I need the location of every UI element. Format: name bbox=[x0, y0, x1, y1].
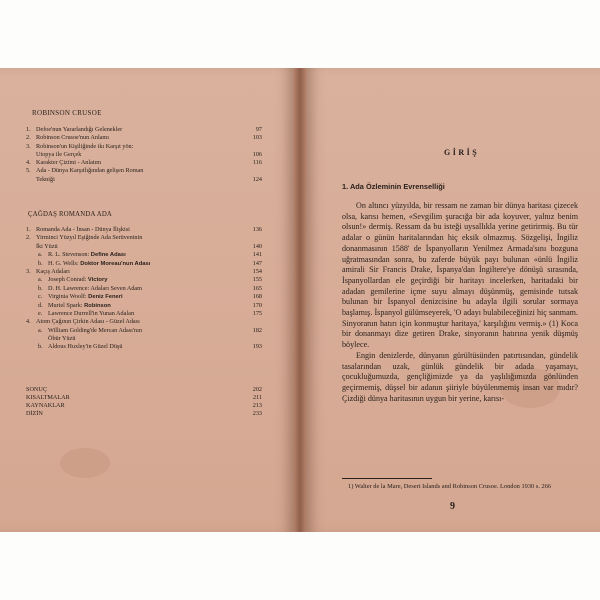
toc-entry-page: 106 bbox=[252, 150, 262, 158]
toc-entry-text: Muriel Spark: bbox=[48, 301, 85, 309]
toc-entry-text: KISALTMALAR bbox=[26, 394, 70, 402]
toc-entry-title bbox=[36, 151, 81, 159]
toc-entry-title bbox=[36, 318, 140, 326]
toc-entry-number: 1. bbox=[26, 126, 31, 133]
toc-entry-title bbox=[36, 268, 70, 276]
toc-entry-page: 154 bbox=[252, 267, 262, 275]
toc-entry-text: Tekniği bbox=[36, 175, 55, 183]
toc-entry bbox=[26, 243, 262, 251]
toc-entry-number: a. bbox=[38, 251, 43, 259]
toc-entry-title bbox=[36, 143, 133, 151]
section-title: GİRİŞ bbox=[444, 148, 480, 157]
toc-entry bbox=[26, 167, 262, 175]
toc-entry-number: 4. bbox=[26, 159, 31, 167]
toc-entry bbox=[26, 285, 262, 293]
toc-entry-page: 175 bbox=[252, 309, 262, 317]
left-page-content bbox=[0, 68, 296, 532]
toc-entry bbox=[26, 343, 262, 351]
toc-entry-title bbox=[26, 402, 65, 410]
toc-entry-title bbox=[26, 394, 70, 402]
toc-entry-page: 155 bbox=[252, 276, 262, 284]
toc-entry-page: 211 bbox=[252, 394, 262, 402]
toc-entry-work-title: Doktor Moreau'nun Adası bbox=[80, 260, 151, 267]
toc-entry-page: 140 bbox=[252, 242, 262, 250]
toc-entry-number: b. bbox=[38, 284, 43, 292]
toc-group-cagdas bbox=[26, 226, 262, 352]
open-book bbox=[0, 68, 600, 532]
toc-entry bbox=[26, 310, 262, 318]
right-page-content bbox=[304, 68, 600, 532]
toc-entry-page: 147 bbox=[252, 259, 262, 267]
toc-entry bbox=[26, 126, 262, 134]
toc-entry-title bbox=[36, 126, 122, 134]
toc-entry-text: R. L. Stevenson: bbox=[48, 251, 91, 259]
toc-entry-title bbox=[48, 285, 142, 293]
toc-entry-number: 2. bbox=[26, 134, 31, 142]
footnote-rule bbox=[342, 478, 432, 479]
toc-entry bbox=[26, 176, 262, 184]
toc-entry-title bbox=[36, 134, 109, 142]
toc-entry-number: c. bbox=[38, 293, 43, 301]
toc-entry-text: Karakter Çizimi - Anlatım bbox=[36, 159, 102, 167]
running-head: ROBINSON CRUSOE bbox=[32, 109, 102, 117]
toc-entry bbox=[26, 410, 262, 418]
toc-entry-number: 5. bbox=[26, 167, 31, 175]
toc-entry bbox=[26, 318, 262, 326]
toc-entry-text: Virginia Woolf: bbox=[48, 293, 89, 301]
toc-entry bbox=[26, 143, 262, 151]
paragraph: Engin denizlerde, dünyanın gürültüsünden patırtısından, gündelik tasalarından uzak, günlük gündelik bir adada yaşamayı, çocukluğumuzda, gençliğimizde ya da yaşlılığımızda gönlünden geçirmemiş, düşsel bir adanın şiiriyle büyülenmemiş insan var mıdır? Çizdiği dünya haritasının uygun bir yerine, karısı- bbox=[342, 350, 578, 403]
section-heading: ÇAĞDAŞ ROMANDA ADA bbox=[28, 211, 113, 218]
toc-entry-text: Aldous Huxley'in Güzel Düşü bbox=[48, 343, 123, 351]
toc-entry bbox=[26, 394, 262, 402]
toc-entry-title bbox=[48, 260, 150, 269]
footnote: 1) Walter de la Mare, Desert Islands and Robinson Crusoe. London 1930 s. 266 bbox=[348, 483, 552, 490]
toc-entry bbox=[26, 151, 262, 159]
toc-entry-number: e. bbox=[38, 309, 43, 317]
toc-entry-page: 213 bbox=[252, 402, 262, 410]
toc-entry-text: Joseph Conrad: bbox=[48, 276, 88, 284]
toc-entry-number: 3. bbox=[26, 142, 31, 150]
toc-entry-title bbox=[26, 410, 43, 418]
chapter-heading: 1. Ada Özleminin Evrenselliği bbox=[342, 182, 445, 191]
toc-entry-number: 1. bbox=[26, 226, 31, 233]
toc-entry-page: 136 bbox=[252, 226, 262, 233]
toc-entry-page: 141 bbox=[252, 251, 262, 259]
toc-entry-title bbox=[36, 234, 142, 242]
toc-entry-work-title: Define Adası bbox=[90, 252, 126, 259]
toc-entry-text: Öbür Yüzü bbox=[48, 335, 76, 343]
toc-entry-page: 182 bbox=[252, 326, 262, 334]
toc-entry-work-title: Robinson bbox=[84, 302, 111, 309]
toc-entry-title bbox=[36, 159, 101, 167]
toc-entry-text: Lawrence Durrell'in Yunan Adaları bbox=[48, 309, 135, 317]
toc-entry bbox=[26, 302, 262, 310]
page-number: 9 bbox=[450, 501, 455, 512]
toc-entry-title bbox=[36, 167, 143, 175]
toc-entry bbox=[26, 134, 262, 142]
toc-entry bbox=[26, 386, 262, 394]
toc-entry bbox=[26, 276, 262, 284]
toc-entry-number: a. bbox=[38, 326, 43, 334]
toc-entry-title bbox=[48, 327, 142, 335]
toc-entry bbox=[26, 327, 262, 335]
toc-entry bbox=[26, 159, 262, 167]
toc-entry-text: H. G. Wells: bbox=[48, 259, 81, 267]
toc-entry-title bbox=[48, 293, 123, 302]
toc-entry-page: 170 bbox=[252, 301, 262, 309]
toc-group-backmatter bbox=[26, 386, 262, 418]
toc-entry-number: 4. bbox=[26, 318, 31, 326]
toc-entry-number: a. bbox=[38, 276, 43, 284]
toc-entry-page: 97 bbox=[255, 126, 262, 133]
toc-entry-page: 193 bbox=[252, 343, 262, 351]
toc-group-robinson bbox=[26, 126, 262, 184]
toc-entry-page: 165 bbox=[252, 284, 262, 292]
toc-entry-title bbox=[36, 176, 55, 184]
toc-entry-text: Robinson'un Kişiliğinde ikı Karşıt yön: bbox=[36, 142, 134, 150]
toc-entry bbox=[26, 260, 262, 268]
toc-entry-number: 3. bbox=[26, 267, 31, 275]
toc-entry-number: 2. bbox=[26, 234, 31, 242]
toc-entry-title bbox=[48, 335, 75, 343]
toc-entry-title bbox=[36, 243, 58, 251]
toc-entry-text: William Golding'de Mercan Adası'nın bbox=[48, 326, 142, 334]
toc-entry-title bbox=[48, 251, 126, 260]
toc-entry bbox=[26, 293, 262, 301]
toc-entry bbox=[26, 234, 262, 242]
toc-entry bbox=[26, 402, 262, 410]
toc-entry-text: Romanda Ada - İnsan - Dünya İlişkisi bbox=[36, 226, 130, 233]
toc-entry-page: 116 bbox=[252, 159, 262, 167]
toc-entry-text: Robinson Crusoe'nun Anlamı bbox=[36, 134, 109, 142]
toc-entry-text: Utopya ile Gerçek bbox=[36, 150, 82, 158]
toc-entry-page: 168 bbox=[252, 293, 262, 301]
toc-entry-text: Kaçış Adaları bbox=[36, 267, 70, 275]
toc-entry-text: DİZİN bbox=[26, 410, 43, 418]
toc-entry-title bbox=[48, 343, 123, 351]
toc-entry-page: 233 bbox=[252, 410, 262, 418]
toc-entry bbox=[26, 268, 262, 276]
toc-entry bbox=[26, 251, 262, 259]
toc-entry-text: KAYNAKLAR bbox=[26, 402, 65, 410]
toc-entry-page: 103 bbox=[252, 134, 262, 142]
toc-entry-text: Defoe'nun Yararlandığı Gelenekler bbox=[36, 126, 123, 133]
toc-entry-text: İki Yüzü bbox=[36, 242, 58, 250]
toc-entry-page: 202 bbox=[252, 386, 262, 393]
toc-entry-title bbox=[26, 386, 47, 394]
toc-entry-number: d. bbox=[38, 301, 43, 309]
toc-entry-page: 124 bbox=[252, 175, 262, 183]
toc-entry-title bbox=[48, 310, 135, 318]
toc-entry-work-title: Deniz Feneri bbox=[88, 294, 123, 301]
toc-entry-text: D. H. Lawrence: Adaları Seven Adam bbox=[48, 284, 142, 292]
paragraph: On altıncı yüzyılda, bir ressam ne zaman bir dünya haritası çizecek olsa, karısı hemen, «Sevgilim şuracığa bir ada koyuver, yalnız benim olsun!» dermiş. Ressam da bu isteği uysallıkla yerine getirirmiş. Bu tür adalar o günün haritalarından hiç eksik olmazmış. Sözgelişi, İngiliz donanmasının 1588' de İspanyolların Yenilmez Armada'sını bozguna uğratmasından sonra, bu zaferde büyük payı bulunan «ünlü İngiliz amirali Sir Francis Drake, İspanya'dan İngiltere'ye dönüşü sırasında, İspanyollardan ele geçirdiği bir haritayı incelerken, haritadaki bir adadan gemilerine içme suyu almayı düşünmüş, gemisinde tutsak bulunan bir İspanyol denizcisine bu adayla ilgili sorular sormaya başlamış. İspanyol gülümseyerek, 'O adayı bulabileceğinizi hiç sanmam. Sinyoranın hatırı için konmuştur haritaya,' karşılığını vermiş.» (1) Koca bir donanmayı dize getiren Drake, sinyoranın hatırına yenik düşmüş böylece. bbox=[342, 201, 578, 350]
toc-entry bbox=[26, 226, 262, 234]
toc-entry-text: Atom Çağının Çirkin Adası - Güzel Adası bbox=[36, 318, 140, 326]
toc-entry-title bbox=[48, 302, 111, 311]
toc-entry-work-title: Victory bbox=[87, 277, 108, 284]
toc-entry-text: Yirminci Yüzyıl Eşiğinde Ada Serüveninin bbox=[36, 234, 143, 242]
toc-entry-number: b. bbox=[38, 343, 43, 351]
toc-entry-text: SONUÇ bbox=[26, 386, 47, 393]
toc-entry-text: Ada - Dünya Karşıtlığından gelişen Roman bbox=[36, 167, 144, 175]
toc-entry-title bbox=[48, 276, 107, 285]
toc-entry bbox=[26, 335, 262, 343]
toc-entry-title bbox=[36, 226, 130, 234]
body-text bbox=[342, 201, 578, 404]
toc-entry-number: b. bbox=[38, 259, 43, 267]
